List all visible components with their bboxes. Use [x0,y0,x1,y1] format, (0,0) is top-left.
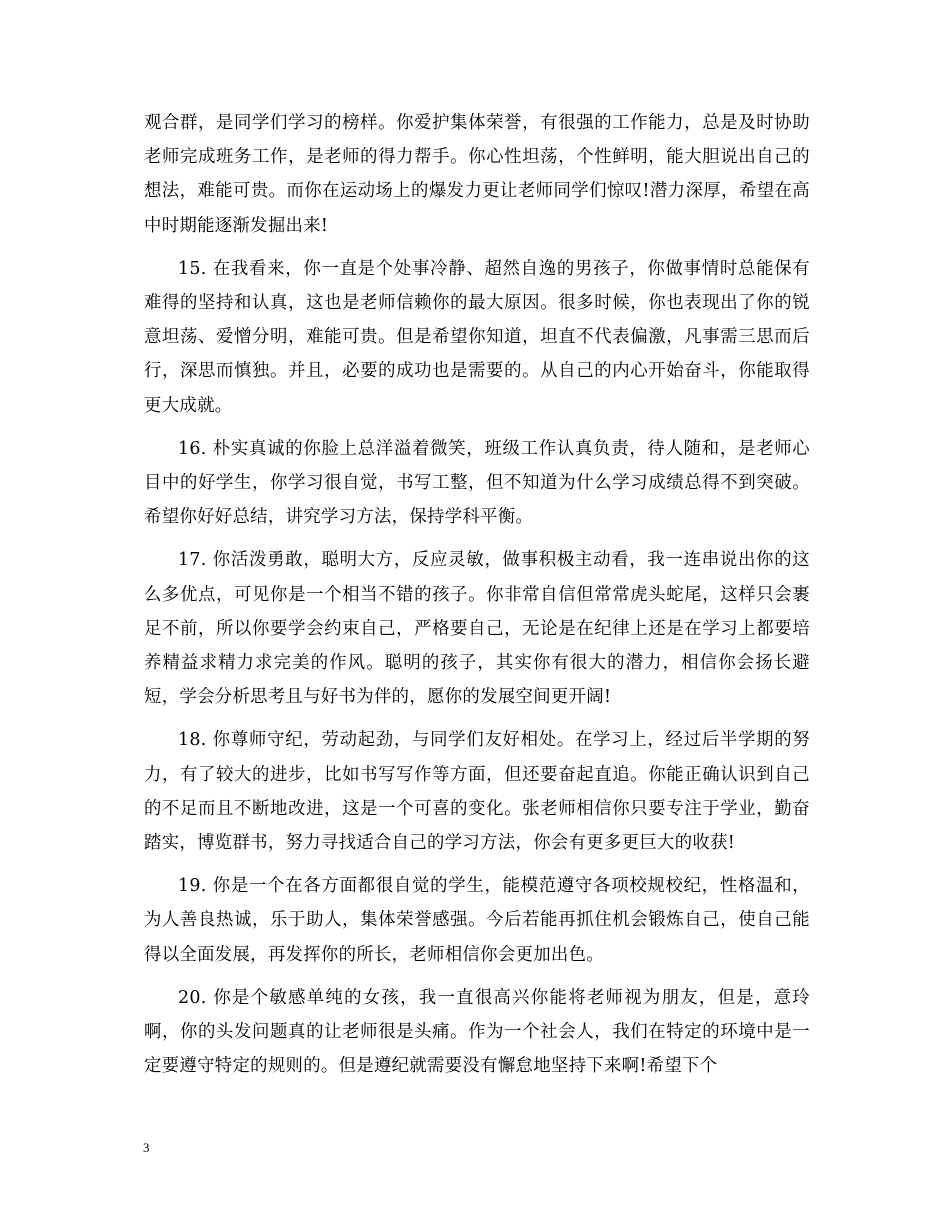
document-body [144,106,810,1092]
paragraph-item-20: 20. 你是个敏感单纯的女孩，我一直很高兴你能将老师视为朋友，但是，意玲啊，你的头发问题真的让老师很是头痛。作为一个社会人，我们在特定的环境中是一定要遵守特定的规则的。但是遵纪就需要没有懈怠地坚持下来啊!希望下个 [144,987,810,1077]
paragraph-item-16: 16. 朴实真诚的你脸上总洋溢着微笑，班级工作认真负责，待人随和，是老师心目中的好学生，你学习很自觉，书写工整，但不知道为什么学习成绩总得不到突破。希望你好好总结，讲究学习方法，保持学科平衡。 [144,438,810,528]
paragraph-item-18: 18. 你尊师守纪，劳动起劲，与同学们友好相处。在学习上，经过后半学期的努力，有了较大的进步，比如书写写作等方面，但还要奋起直追。你能正确认识到自己的不足而且不断地改进，这是一个可喜的变化。张老师相信你只要专注于学业，勤奋踏实，博览群书，努力寻找适合自己的学习方法，你会有更多更巨大的收获! [144,730,810,854]
paragraph-continuation: 观合群，是同学们学习的榜样。你爱护集体荣誉，有很强的工作能力，总是及时协助老师完成班务工作，是老师的得力帮手。你心性坦荡，个性鲜明，能大胆说出自己的想法，难能可贵。而你在运动场上的爆发力更让老师同学们惊叹!潜力深厚，希望在高中时期能逐渐发掘出来! [144,113,810,236]
page-number: 3 [143,1140,150,1155]
paragraph-item-19: 19. 你是一个在各方面都很自觉的学生，能模范遵守各项校规校纪，性格温和，为人善良热诚，乐于助人，集体荣誉感强。今后若能再抓住机会锻炼自己，使自己能得以全面发展，再发挥你的所长，老师相信你会更加出色。 [144,876,810,965]
paragraph-item-17: 17. 你活泼勇敢，聪明大方，反应灵敏，做事积极主动看，我一连串说出你的这么多优点，可见你是一个相当不错的孩子。你非常自信但常常虎头蛇尾，这样只会裹足不前，所以你要学会约束自己，严格要自己，无论是在纪律上还是在学习上都要培养精益求精力求完美的作风。聪明的孩子，其实你有很大的潜力，相信你会扬长避短，学会分析思考且与好书为伴的，愿你的发展空间更开阔! [144,550,810,708]
paragraph-item-15: 15. 在我看来，你一直是个处事冷静、超然自逸的男孩子，你做事情时总能保有难得的坚持和认真，这也是老师信赖你的最大原因。很多时候，你也表现出了你的锐意坦荡、爱憎分明，难能可贵。但是希望你知道，坦直不代表偏激，凡事需三思而后行，深思而慎独。并且，必要的成功也是需要的。从自己的内心开始奋斗，你能取得更大成就。 [144,258,810,416]
